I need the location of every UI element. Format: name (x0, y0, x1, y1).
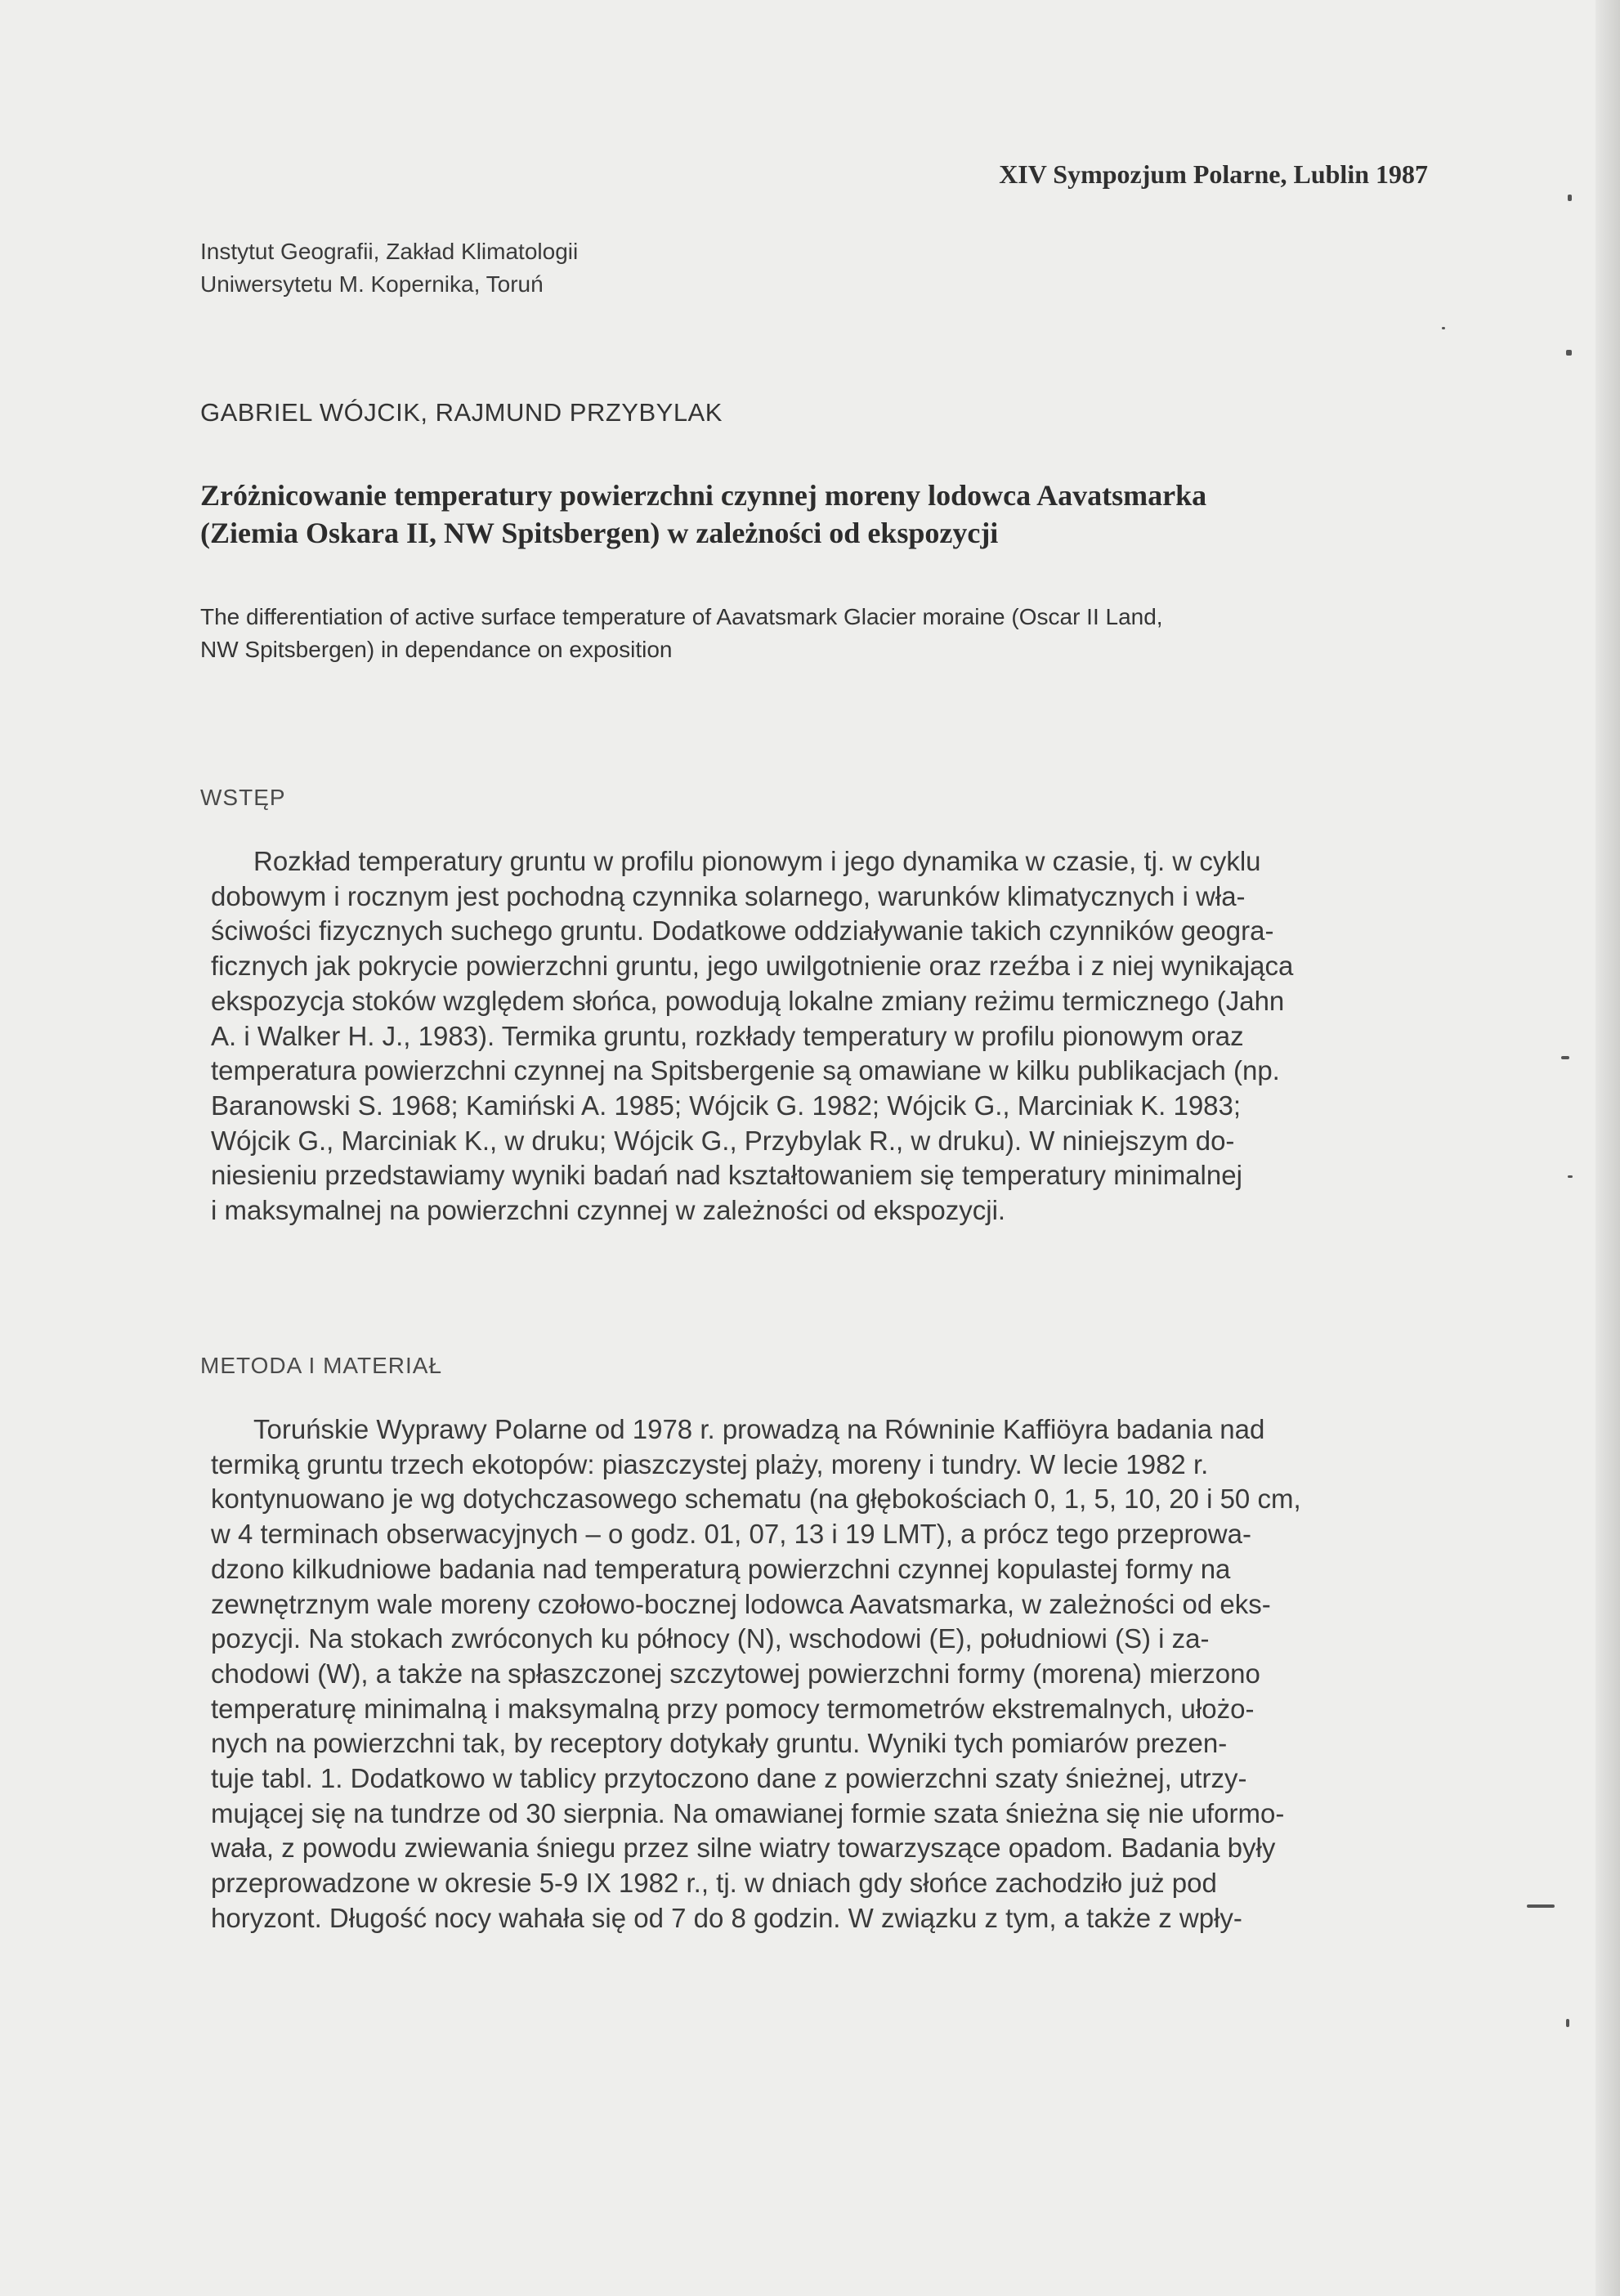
text-line: i maksymalnej na powierzchni czynnej w zależności od ekspozycji. (211, 1195, 1006, 1226)
title-polish (200, 477, 1426, 552)
scan-speck (1566, 2019, 1569, 2027)
institution-line: Instytut Geografii, Zakład Klimatologii (200, 239, 579, 264)
intro-paragraph (211, 844, 1293, 1229)
title-line: NW Spitsbergen) in dependance on exposition (200, 637, 673, 662)
text-line: chodowi (W), a także na spłaszczonej szczytowej powierzchni formy (morena) mierzono (211, 1658, 1260, 1689)
scan-speck (1568, 1175, 1573, 1178)
text-line: w 4 terminach obserwacyjnych – o godz. 01, 07, 13 i 19 LMT), a prócz tego przeprowa- (211, 1519, 1251, 1550)
institution-block (200, 235, 578, 301)
title-line: The differentiation of active surface temperature of Aavatsmark Glacier moraine (Oscar II Land, (200, 604, 1163, 629)
institution-line: Uniwersytetu M. Kopernika, Toruń (200, 271, 544, 297)
text-line: temperatura powierzchni czynnej na Spitsbergenie są omawiane w kilku publikacjach (np. (211, 1055, 1280, 1086)
scan-speck (1568, 195, 1572, 201)
text-line: Rozkład temperatury gruntu w profilu pionowym i jego dynamika w czasie, tj. w cyklu (253, 846, 1261, 876)
text-line: tuje tabl. 1. Dodatkowo w tablicy przytoczono dane z powierzchni szaty śnieżnej, utrzy- (211, 1763, 1247, 1794)
scan-speck (1566, 350, 1572, 356)
text-line: Baranowski S. 1968; Kamiński A. 1985; Wójcik G. 1982; Wójcik G., Marciniak K. 1983; (211, 1090, 1242, 1121)
text-line: termiką gruntu trzech ekotopów: piaszczystej plaży, moreny i tundry. W lecie 1982 r. (211, 1448, 1209, 1479)
conference-header: XIV Sympozjum Polarne, Lublin 1987 (999, 159, 1428, 189)
text-line: niesieniu przedstawiamy wyniki badań nad kształtowaniem się temperatury minimalnej (211, 1160, 1242, 1191)
scan-speck (1527, 1904, 1555, 1908)
title-english (200, 601, 1426, 666)
title-line: (Ziemia Oskara II, NW Spitsbergen) w zależności od ekspozycji (200, 517, 999, 549)
text-line: mującej się na tundrze od 30 sierpnia. Na omawianej formie szata śnieżna się nie uformo- (211, 1797, 1285, 1828)
text-line: dzono kilkudniowe badania nad temperaturą powierzchni czynnej kopulastej formy na (211, 1553, 1231, 1584)
authors: GABRIEL WÓJCIK, RAJMUND PRZYBYLAK (200, 398, 723, 427)
text-line: ficznych jak pokrycie powierzchni gruntu, jego uwilgotnienie oraz rzeźba i z niej wynikająca (211, 951, 1294, 982)
text-line: ściwości fizycznych suchego gruntu. Dodatkowe oddziaływanie takich czynników geogra- (211, 915, 1274, 947)
text-line: pozycji. Na stokach zwróconych ku północy (N), wschodowi (E), południowi (S) i za- (211, 1623, 1210, 1654)
scan-speck (1442, 327, 1445, 329)
text-line: wała, z powodu zwiewania śniegu przez silne wiatry towarzyszące opadom. Badania były (211, 1833, 1276, 1864)
section-heading-method: METODA I MATERIAŁ (200, 1353, 443, 1378)
text-line: przeprowadzone w okresie 5-9 IX 1982 r., tj. w dniach gdy słońce zachodziło już pod (211, 1868, 1217, 1899)
text-line: temperaturę minimalną i maksymalną przy pomocy termometrów ekstremalnych, ułożo- (211, 1693, 1255, 1724)
text-line: ekspozycja stoków względem słońca, powodują lokalne zmiany reżimu termicznego (Jahn (211, 985, 1285, 1016)
text-line: Wójcik G., Marciniak K., w druku; Wójcik G., Przybylak R., w druku). W niniejszym do- (211, 1125, 1235, 1156)
text-line: horyzont. Długość nocy wahała się od 7 do 8 godzin. W związku z tym, a także z wpły- (211, 1902, 1242, 1933)
title-line: Zróżnicowanie temperatury powierzchni czynnej moreny lodowca Aavatsmarka (200, 479, 1207, 512)
text-line: nych na powierzchni tak, by receptory dotykały gruntu. Wyniki tych pomiarów prezen- (211, 1728, 1228, 1759)
text-line: dobowym i rocznym jest pochodną czynnika solarnego, warunków klimatycznych i wła- (211, 880, 1246, 911)
text-line: kontynuowano je wg dotychczasowego schematu (na głębokościach 0, 1, 5, 10, 20 i 50 cm, (211, 1484, 1301, 1515)
method-paragraph (211, 1412, 1301, 1936)
text-line: A. i Walker H. J., 1983). Termika gruntu, rozkłady temperatury w profilu pionowym oraz (211, 1020, 1244, 1051)
text-line: Toruńskie Wyprawy Polarne od 1978 r. prowadzą na Równinie Kaffiöyra badania nad (253, 1414, 1265, 1444)
page-edge-shadow (1595, 0, 1620, 2296)
text-line: zewnętrznym wale moreny czołowo-bocznej lodowca Aavatsmarka, w zależności od eks- (211, 1588, 1271, 1619)
scan-speck (1561, 1056, 1569, 1059)
section-heading-intro: WSTĘP (200, 785, 286, 810)
